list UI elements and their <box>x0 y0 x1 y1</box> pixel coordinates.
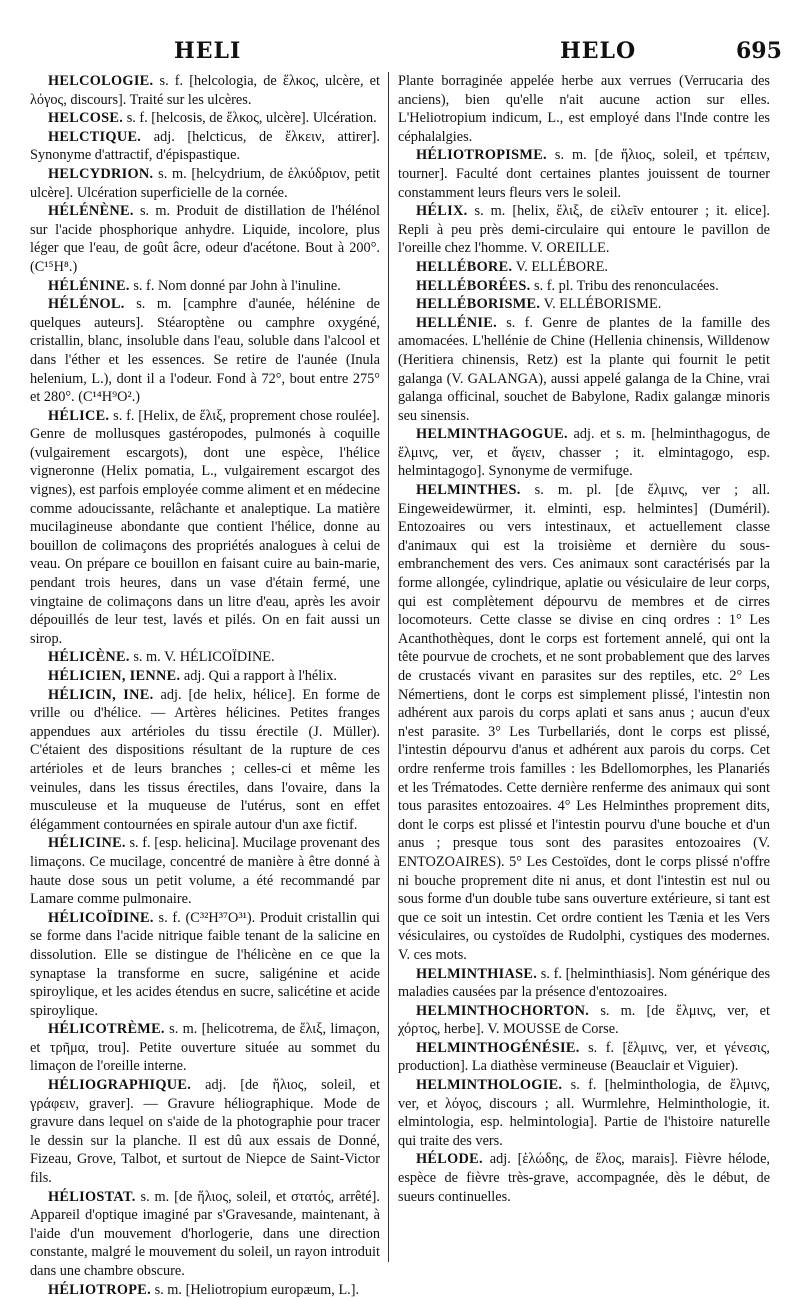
entry-headword: HELMINTHOLOGIE. <box>416 1077 563 1094</box>
entry-headword: HÉLICIN, INE. <box>48 686 154 703</box>
entry-definition: s. m. [de ἕλμινς, ver, et χόρτος, herbe]. V. MOUSSE de Corse. <box>398 1002 771 1038</box>
entry-definition: s. f. [helcologia, de ἕλκος, ulcère, et λόγος, discours]. Traité sur les ulcères. <box>30 73 380 108</box>
entry-definition: s. m. [Heliotropium europæum, L.]. <box>154 1281 360 1298</box>
entry-definition: s. f. Nom donné par John à l'inuline. <box>133 277 341 294</box>
page-header <box>0 38 800 68</box>
dictionary-entry <box>30 202 380 276</box>
entry-definition: adj. [de ἥλιος, soleil, et γράφειν, graver]. — Gravure héliographique. Mode de gravure dans lequel on s'aide de la photographie pour tracer le dessin sur la planche. Il est dû aux essais de Donné, Fizeau, Grove, Talbot, et surtout de Niepce de Saint-Victor fils. <box>30 1077 380 1187</box>
entry-definition: s. f. Genre de plantes de la famille des amomacées. L'hellénie de Chine (Hellenia chinensis, Willdenow (Heritiera chinensis, Retz) est la plante qui fournit le petit galanga (V. GALANGA), aussi appelé galanga de la Chine, vrai galanga officinal, souchet de Babylone, Radix galangæ minoris seu sinensis. <box>398 314 771 424</box>
entry-headword: HÉLIOGRAPHIQUE. <box>48 1077 192 1094</box>
column-divider <box>388 72 389 1262</box>
dictionary-entry <box>30 1020 380 1076</box>
entry-definition: s. m. [helicotrema, de ἕλιξ, limaçon, et τρῆμα, trou]. Petite ouverture située au sommet du limaçon de l'oreille interne. <box>30 1021 380 1075</box>
entry-definition: s. m. [de ἥλιος, soleil, et στατός, arrêté]. Appareil d'optique imaginé par s'Gravesande, maintenant, à l'aide d'un mouvement d'horlogerie, dans une direction constante, malgré le mouvement du soleil, un rayon introduit dans une chambre obscure. <box>30 1188 380 1279</box>
dictionary-entry <box>398 481 770 964</box>
left-column <box>30 72 381 1298</box>
dictionary-entry <box>30 72 380 109</box>
page-number: 695 <box>736 38 782 64</box>
entry-definition: s. m. [camphre d'aunée, hélénine de quelques auteurs]. Stéaroptène ou camphre oxygéné, cristallin, blanc, insoluble dans l'eau, soluble dans l'alcool et dans l'éther et les essences. Se retire de l'aunée (Inula helenium, L.), dont il a l'odeur. Fond à 72°, bout entre 275° et 280°. (C¹⁴H⁹O².) <box>30 296 381 406</box>
entry-definition: s. f. [helminthologia, de ἕλμινς, ver, et λόγος, discours ; all. Wurmlehre, Helminthologie, it. elmintologia, esp. helmintologia]. Partie de l'histoire naturelle qui traite des vers. <box>398 1077 771 1149</box>
entry-headword: HELCTIQUE. <box>48 128 142 145</box>
entry-definition: Plante borraginée appelée herbe aux verrues (Verrucaria des anciens), bien qu'elle n'ait aucune action sur elles. L'Heliotropium indicum, L., est employé dans l'Inde contre les céphalalgies. <box>398 73 770 145</box>
dictionary-entry <box>30 1076 380 1188</box>
entry-headword: HÉLÉNÈNE. <box>48 203 134 220</box>
dictionary-entry <box>30 165 380 202</box>
entry-headword: HELCOLOGIE. <box>48 73 154 89</box>
entry-headword: HÉLODE. <box>416 1151 483 1168</box>
dictionary-entry <box>30 834 380 908</box>
entry-definition: s. m. V. HÉLICOÏDINE. <box>133 649 275 666</box>
entry-definition: V. ELLÉBORISME. <box>543 296 662 313</box>
entry-headword: HELLÉNIE. <box>416 314 497 331</box>
dictionary-entry <box>398 146 770 202</box>
entry-headword: HELMINTHAGOGUE. <box>416 426 568 443</box>
entry-headword: HÉLICE. <box>48 407 110 424</box>
entry-definition: s. m. [helix, ἕλιξ, de εἱλεῖν entourer ; it. elice]. Repli à peu près demi-circulaire qui entoure le pavillon de l'oreille chez l'homme. V. OREILLE. <box>398 203 771 257</box>
entry-headword: HELLÉBORISME. <box>416 296 541 313</box>
entry-headword: HELMINTHIASE. <box>416 965 538 982</box>
entry-definition: adj. [helcticus, de ἕλκειν, attirer]. Synonyme d'attractif, d'épispastique. <box>30 128 380 164</box>
dictionary-entry <box>398 314 770 426</box>
dictionary-entry <box>398 965 770 1002</box>
entry-definition: s. f. pl. Tribu des renonculacées. <box>534 277 719 294</box>
dictionary-entry <box>398 1076 770 1150</box>
entry-headword: HÉLICINE. <box>48 835 126 852</box>
entry-definition: s. f. [helminthiasis]. Nom générique des maladies causées par la présence d'entozoaires. <box>398 965 771 1001</box>
entry-definition: s. m. Produit de distillation de l'hélénol sur l'acide phosphorique anhydre. Liquide, incolore, plus léger que l'eau, de goût âcre, odeur d'acétone. Bout à 200°. (C¹⁵H⁸.) <box>30 203 380 275</box>
dictionary-entry <box>398 202 770 258</box>
dictionary-entry <box>30 667 380 686</box>
entry-definition: adj. [de helix, hélice]. En forme de vrille ou d'hélice. — Artères hélicines. Petites franges appendues aux artérioles du tissu érectile (J. Müller). C'étaient des dispositions résultant de la rupture de ces artérioles et de leurs branches ; celles-ci et même les veinules, dans les tissus érectiles, dans l'ovaire, dans la musculeuse et la muqueuse de l'utérus, sont en effet élégamment contournées en spirale autour d'un axe fictif. <box>30 686 380 833</box>
entry-headword: HÉLICOÏDINE. <box>48 909 154 926</box>
dictionary-entry <box>30 295 380 407</box>
entry-headword: HELMINTHOGÉNÉSIE. <box>416 1039 580 1056</box>
entry-definition: s. f. [ἕλμινς, ver, et γένεσις, production]. La diathèse vermineuse (Beauclair et Viguier). <box>398 1039 771 1075</box>
dictionary-entry <box>30 1281 380 1299</box>
dictionary-entry <box>398 1150 770 1206</box>
dictionary-entry <box>30 407 380 649</box>
entry-headword: HÉLIOSTAT. <box>48 1188 136 1205</box>
dictionary-entry <box>30 1188 380 1281</box>
entry-definition: s. m. pl. [de ἕλμινς, ver ; all. Eingeweidewürmer, it. elminti, esp. helmintes] (Duméril). Entozoaires ou vers intestinaux, et actuellement classe d'animaux qui est la troisième et dernière du sous-embranchement des vers. Ces animaux sont caractérisés par la forme allongée, cylindrique, aplatie ou vésiculaire de leur corps, qui est complètement dépourvu de membres et de cirres locomoteurs. Cette classe se divise en cinq ordres : 1° Les Acanthothèques, dont le corps est fortement annelé, qui ont la tête pourvue de crochets, et ne sont probablement que des larves de crustacés vivant en parasites sur des reptiles, etc. 2° Les Némertiens, dont le corps est simplement plissé, l'intestin non adhérent aux parois du corps aplati et sans anus ; aucun d'eux n'est parasite. 3° Les Turbellariés, dont le corps est plissé, l'intestin dépourvu d'anus et adhérent aux parois du corps. Cet ordre renferme trois familles : les Bdellomorphes, les Planariés et les Trématodes. Cette dernière renferme des animaux qui sont tous parasites entozoaires. 4° Les Helminthes proprement dits, dont le corps est plissé et l'intestin pourvu d'une bouche et d'un anus ; presque tous sont des parasites entozoaires (V. ENTOZOAIRES). 5° Les Cestoïdes, dont le corps plissé n'offre ni bouche proprement dite ni anus, et dont l'intestin est nul ou sous forme d'un double tube sans ouverture extérieure, si tant est que ce soit un intestin. Cet ordre contient les Tænia et les Vers vésiculaires, ou cystoïdes de Rudolphi, cystiques des modernes. V. ces mots. <box>398 482 770 963</box>
dictionary-entry <box>398 1002 770 1039</box>
entry-headword: HELCOSE. <box>48 110 124 127</box>
entry-definition: s. m. [de ἥλιος, soleil, et τρέπειν, tourner]. Faculté dont certaines plantes jouissent de tourner constamment leurs fleurs vers le soleil. <box>398 147 770 201</box>
dictionary-entry <box>30 109 380 128</box>
running-head-right: HELO <box>560 38 637 64</box>
right-column <box>398 72 770 1262</box>
dictionary-entry <box>398 258 770 277</box>
dictionary-entry <box>30 277 380 296</box>
entry-definition: s. f. [helcosis, de ἕλκος, ulcère]. Ulcération. <box>126 110 377 127</box>
entry-headword: HELLÉBORÉES. <box>416 277 531 294</box>
dictionary-entry <box>398 295 770 314</box>
dictionary-entry <box>398 1039 770 1076</box>
entry-definition: s. f. [Helix, de ἕλιξ, proprement chose roulée]. Genre de mollusques gastéropodes, pulmonés à coquille (vulgairement escargots), dont une espèce, l'hélice vigneronne (Helix pomatia, L., vulgairement escargot des vignes), est parfois employée comme aliment et en médecine comme adoucissante, relâchante et analeptique. La matière mucilagineuse abondante que contient l'hélice, donne au bouillon de colimaçons des propriétés analogues à celui de veau. On prépare ce bouillon en faisant cuire au bain-marie, pendant trois heures, dans un vase d'étain fermé, une vingtaine de colimaçons dans un litre d'eau, après les avoir dépouillés de leur test, lavés et pilés. On en fait aussi un sirop. <box>30 407 380 647</box>
entry-headword: HELLÉBORE. <box>416 258 513 275</box>
entry-headword: HÉLICIEN, IENNE. <box>48 668 181 684</box>
dictionary-entry <box>30 128 380 165</box>
dictionary-entry <box>30 909 380 1021</box>
dictionary-entry <box>30 686 380 835</box>
entry-headword: HELMINTHES. <box>416 482 521 499</box>
entry-definition: adj. Qui a rapport à l'hélix. <box>183 668 337 684</box>
dictionary-entry <box>30 648 380 667</box>
running-head-left: HELI <box>174 38 242 64</box>
entry-definition: s. f. (C³²H³⁷O³¹). Produit cristallin qui se forme dans l'acide nitrique faible tenant de la salicine en dissolution. Elle se distingue de l'hélicène en ce que la synaptase la transforme en sucre, saligénine et acide spiroylique, et les acides étendus en sucre, salicétine et acide spiroylique. <box>30 909 380 1019</box>
dictionary-entry <box>398 277 770 296</box>
entry-headword: HELCYDRION. <box>48 165 154 182</box>
dictionary-entry <box>398 72 770 146</box>
entry-headword: HELMINTHOCHORTON. <box>416 1002 590 1019</box>
entry-definition: V. ELLÉBORE. <box>515 258 608 275</box>
entry-headword: HÉLIX. <box>416 203 468 220</box>
entry-headword: HÉLIOTROPISME. <box>416 147 547 164</box>
entry-headword: HÉLICOTRÈME. <box>48 1021 165 1038</box>
entry-headword: HÉLICÈNE. <box>48 649 130 666</box>
entry-headword: HÉLÉNINE. <box>48 277 130 294</box>
entry-headword: HÉLIOTROPE. <box>48 1281 152 1298</box>
dictionary-entry <box>398 425 770 481</box>
entry-definition: s. f. [esp. helicina]. Mucilage provenant des limaçons. Ce mucilage, concentré de manière à être donné à haute dose sous un petit volume, a été recommandé par Lamare comme pulmonaire. <box>30 835 380 908</box>
entry-definition: adj. [ἑλώδης, de ἕλος, marais]. Fièvre hélode, espèce de fièvre très-grave, accompagnée, dès le début, de sueurs continuelles. <box>398 1151 770 1205</box>
entry-headword: HÉLÉNOL. <box>48 296 125 313</box>
entry-definition: adj. et s. m. [helminthagogus, de ἕλμινς, ver, et ἄγειν, chasser ; it. elmintagogo, esp. helmintagogo]. Synonyme de vermifuge. <box>398 426 770 480</box>
entry-definition: s. m. [helcydrium, de ἑλκύδριον, petit ulcère]. Ulcération superficielle de la cornée. <box>30 165 380 201</box>
